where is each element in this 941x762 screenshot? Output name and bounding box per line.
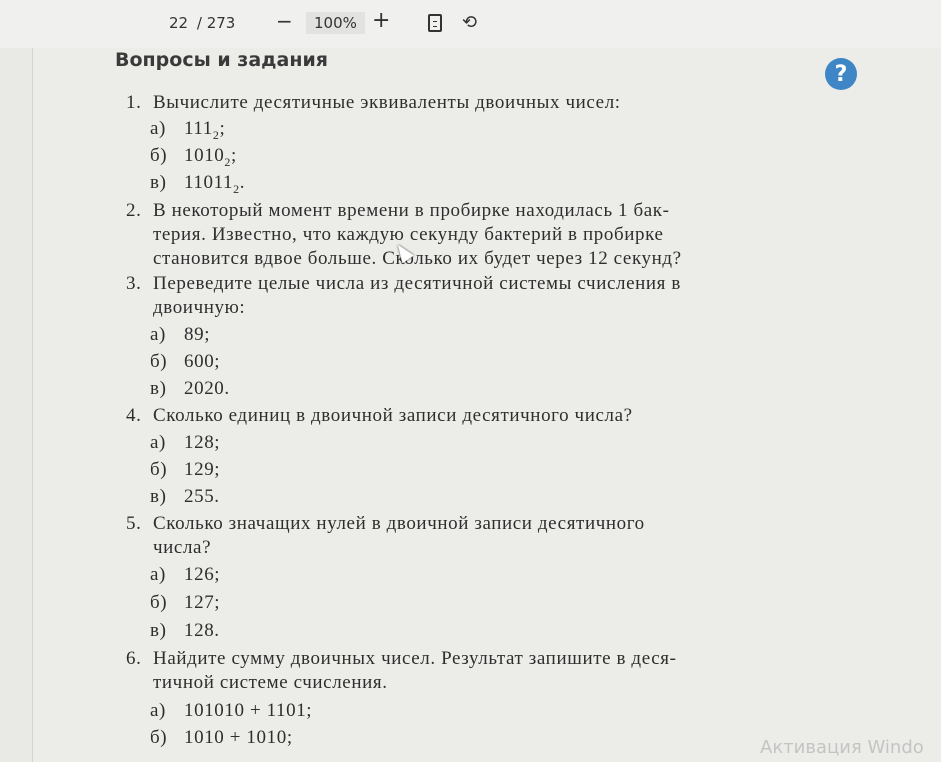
question-number: 5. [126,513,142,534]
help-icon[interactable]: ? [825,58,857,90]
option-base-subscript: 2 [233,181,240,196]
question-text: тичной системе счисления. [153,672,388,693]
option-base-subscript: 2 [212,127,220,142]
zoom-in-button[interactable]: + [372,8,391,33]
question-text: терия. Известно, что каждую секунду бактерий в пробирке [153,224,664,245]
option-letter: б) [150,592,168,613]
section-heading: Вопросы и задания [115,49,328,71]
page-indicator [165,14,235,32]
option-value [184,564,220,586]
option-number: 128. [184,620,220,641]
option-letter: в) [150,486,167,507]
page-number-input[interactable]: 22 [169,14,189,32]
option-letter: б) [150,727,168,748]
option-letter: а) [150,118,166,139]
option-value [184,118,225,143]
option-value [184,145,237,170]
option-value [184,172,245,197]
option-punctuation: . [239,172,246,193]
question-text: Переведите целые числа из десятичной системы счисления в [153,273,681,294]
question-text: Сколько единиц в двоичной записи десятичного числа? [153,405,633,426]
option-letter: б) [150,145,168,166]
question-text: Сколько значащих нулей в двоичной записи десятичного [153,513,645,534]
option-number: 129; [184,459,221,480]
option-value [184,620,220,642]
option-number: 255. [184,486,220,507]
option-number: 89; [184,324,211,345]
rotate-icon[interactable]: ⟲ [462,12,478,33]
option-letter: а) [150,324,166,345]
option-value [184,700,312,722]
option-letter: а) [150,432,166,453]
option-number: 11011 [184,172,234,193]
option-letter: в) [150,620,167,641]
windows-activation-watermark: Активация Windo [760,737,924,758]
option-value [184,459,220,481]
question-number: 2. [126,200,142,221]
option-punctuation: ; [219,118,226,139]
option-number: 2020. [184,378,230,399]
option-number: 111 [184,118,213,139]
option-number: 600; [184,351,221,372]
option-value [184,592,220,614]
option-value [184,727,293,749]
zoom-level[interactable]: 100% [306,12,365,34]
option-value [184,486,220,508]
option-letter: в) [150,378,167,399]
pdf-toolbar [0,0,941,48]
fit-page-icon[interactable] [428,14,442,32]
option-number: 126; [184,564,221,585]
option-letter: б) [150,351,168,372]
option-number: 101010 + 1101; [184,700,313,721]
option-punctuation: ; [231,145,237,166]
option-number: 1010 + 1010; [184,727,293,748]
question-number: 4. [126,405,142,426]
option-number: 1010 [184,145,225,166]
zoom-out-button[interactable]: − [276,9,293,33]
question-text: Вычислите десятичные эквиваленты двоичных чисел: [153,92,621,113]
option-base-subscript: 2 [224,154,232,169]
page-total: / 273 [196,14,236,32]
option-letter: б) [150,459,168,480]
question-text: числа? [153,537,212,558]
question-text: двоичную: [153,297,246,318]
question-text: В некоторый момент времени в пробирке находилась 1 бак- [153,200,670,221]
option-value [184,324,210,346]
question-text: Найдите сумму двоичных чисел. Результат запишите в деся- [153,648,677,669]
question-number: 3. [126,273,142,294]
option-letter: а) [150,564,166,585]
option-letter: в) [150,172,167,193]
option-number: 127; [184,592,221,613]
option-number: 128; [184,432,221,453]
question-text: становится вдвое больше. Сколько их будет через 12 секунд? [153,248,682,269]
option-value [184,351,220,373]
option-value [184,378,230,400]
option-letter: а) [150,700,166,721]
question-number: 6. [126,648,142,669]
question-number: 1. [126,92,142,113]
option-value [184,432,220,454]
